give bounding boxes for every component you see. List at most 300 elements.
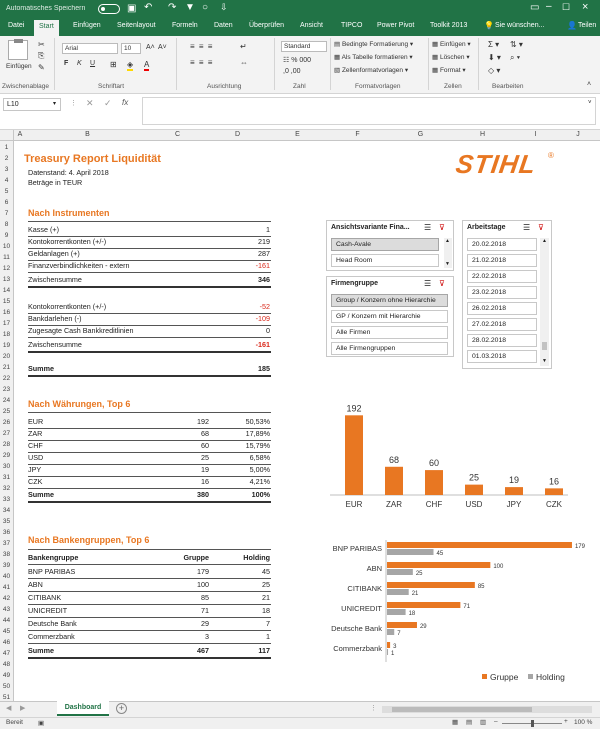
currency-share: 5,00%	[249, 465, 270, 474]
row-header[interactable]: 44	[2, 617, 11, 624]
slicer-item-head-room[interactable]: Head Room	[331, 254, 439, 267]
tab-daten[interactable]: Daten	[214, 22, 233, 29]
legend-swatch-holding	[528, 674, 533, 679]
delete-cells-label: Löschen	[439, 54, 465, 61]
column-header[interactable]: I	[534, 131, 537, 138]
instrument-label: Geldanlagen (+)	[28, 249, 80, 258]
bar-chf	[425, 470, 443, 495]
data-label: 71	[463, 604, 471, 610]
bank-holding-value: 18	[262, 606, 270, 615]
slicer-scrollbar[interactable]	[444, 238, 452, 268]
zoom-slider[interactable]	[502, 723, 562, 724]
shrink-font-icon[interactable]: A˅	[158, 44, 167, 51]
row-header[interactable]: 30	[2, 463, 11, 470]
category-label: BNP PARIBAS	[332, 544, 382, 553]
row-header[interactable]: 50	[2, 683, 11, 690]
row-header[interactable]: 21	[2, 364, 11, 371]
divider	[28, 351, 271, 353]
cut-icon[interactable]: ✂	[38, 40, 45, 49]
bar-holding	[387, 589, 409, 595]
data-label: 29	[419, 624, 427, 630]
row-header[interactable]: 2	[4, 155, 9, 162]
row-header[interactable]: 13	[2, 276, 11, 283]
slicer-company-group	[326, 276, 454, 357]
row-header[interactable]: 38	[2, 551, 11, 558]
row-header[interactable]: 41	[2, 584, 11, 591]
bank-group-value: 179	[197, 567, 209, 576]
minimize-icon[interactable]: –	[546, 1, 552, 12]
category-label: CZK	[546, 500, 562, 509]
scroll-thumb[interactable]	[542, 342, 547, 350]
sort-filter-icon[interactable]: ⇅ ▾	[510, 40, 523, 49]
italic-icon[interactable]: K	[77, 60, 82, 67]
data-label: 192	[346, 403, 362, 414]
row-header[interactable]: 27	[2, 430, 11, 437]
clear-filter-icon[interactable]: ⊽	[439, 279, 445, 288]
currency-code: EUR	[28, 417, 44, 426]
tab-start[interactable]: Start	[34, 20, 59, 36]
data-label: 21	[411, 591, 419, 597]
row-header[interactable]: 31	[2, 474, 11, 481]
page-break-icon[interactable]: ▥	[480, 719, 487, 726]
autosum-icon[interactable]: Σ ▾	[488, 40, 500, 49]
collapse-ribbon-icon[interactable]: ˄	[587, 81, 592, 88]
divider	[28, 604, 271, 605]
bank-holding-value: 21	[262, 593, 270, 602]
data-label: 100	[493, 564, 504, 570]
underline-icon[interactable]: U	[90, 60, 96, 67]
row-header[interactable]: 20	[2, 353, 11, 360]
separator	[428, 38, 429, 90]
select-all-corner[interactable]	[0, 130, 14, 141]
status-ready: Bereit	[6, 719, 23, 726]
bank-group-value: 29	[201, 619, 209, 628]
zoom-in-icon[interactable]: +	[564, 718, 568, 725]
row-header[interactable]: 10	[2, 243, 11, 250]
tab-ansicht[interactable]: Ansicht	[300, 22, 323, 29]
instrument-value: -52	[259, 302, 270, 311]
scroll-up-icon[interactable]: ▲	[542, 238, 547, 244]
column-header[interactable]: F	[355, 131, 360, 138]
bar-holding	[387, 609, 406, 615]
currency-amount: 192	[197, 417, 209, 426]
slicer-scrollbar[interactable]	[540, 238, 549, 366]
slicer-item-date[interactable]: 28.02.2018	[467, 334, 537, 347]
formula-input[interactable]	[142, 97, 596, 125]
row-header[interactable]: 36	[2, 529, 11, 536]
total-label: Summe	[28, 646, 54, 655]
category-label: ABN	[366, 564, 382, 573]
slicer-working-days	[462, 220, 552, 369]
divider	[28, 549, 271, 550]
total-value: 467	[197, 646, 209, 655]
paste-icon[interactable]	[8, 40, 28, 60]
data-label: 3	[393, 644, 397, 650]
column-header[interactable]: H	[479, 131, 486, 138]
report-title: Treasury Report Liquidität	[24, 153, 161, 165]
row-header[interactable]: 22	[2, 375, 11, 382]
row-header[interactable]: 46	[2, 639, 11, 646]
category-label: ZAR	[386, 500, 402, 509]
group-label-editing: Bearbeiten	[492, 83, 524, 90]
instrument-value: 219	[258, 237, 270, 246]
row-header[interactable]: 34	[2, 507, 11, 514]
toggle-knob	[101, 7, 105, 11]
bank-header-group: Gruppe	[183, 553, 209, 562]
separator	[176, 38, 177, 90]
redo-icon[interactable]: ↷	[168, 2, 177, 13]
slicer-item-all-groups[interactable]: Alle Firmengruppen	[331, 342, 448, 355]
divider	[28, 488, 271, 489]
group-label-cells: Zellen	[444, 83, 462, 90]
total-value: 380	[197, 490, 209, 499]
page-layout-icon[interactable]: ▤	[466, 719, 473, 726]
close-icon[interactable]: ×	[582, 1, 589, 13]
undo-icon[interactable]: ↶	[144, 2, 153, 13]
bar-holding	[387, 629, 394, 635]
tell-me-search[interactable]: Sie wünschen...	[495, 22, 545, 29]
worksheet[interactable]	[14, 141, 600, 701]
scroll-tabs-right-icon[interactable]: ▶	[20, 705, 26, 712]
bar-gruppe	[387, 542, 572, 548]
data-label: 1	[391, 651, 395, 657]
report-date: Datenstand: 4. April 2018	[28, 168, 109, 177]
sheet-tab-bar	[0, 701, 600, 717]
align-top-icons[interactable]: ≡ ≡ ≡	[190, 42, 214, 51]
total-holding: 117	[258, 646, 270, 655]
slicer-item-date[interactable]: 21.02.2018	[467, 254, 537, 267]
instrument-label: Zugesagte Cash Bankkreditlinien	[28, 326, 134, 335]
font-name-select[interactable]: Arial	[62, 43, 118, 54]
insert-cells-button[interactable]: ▦ Einfügen ▾	[432, 41, 471, 48]
name-box[interactable]: L10	[3, 98, 61, 111]
bar-gruppe	[387, 582, 475, 588]
macro-record-icon[interactable]: ▣	[38, 720, 45, 727]
divider	[28, 501, 271, 503]
row-header[interactable]: 42	[2, 595, 11, 602]
category-label: USD	[465, 500, 483, 509]
number-format-select[interactable]: Standard	[281, 41, 327, 52]
bank-group-bar-chart	[304, 538, 585, 686]
group-label-alignment: Ausrichtung	[207, 83, 242, 90]
currency-code: CHF	[28, 441, 43, 450]
row-header[interactable]: 49	[2, 672, 11, 679]
row-header[interactable]: 17	[2, 320, 11, 327]
currency-code: CZK	[28, 477, 43, 486]
separator	[274, 38, 275, 90]
clear-filter-icon[interactable]: ⊽	[538, 223, 544, 232]
clear-filter-icon[interactable]: ⊽	[439, 223, 445, 232]
instrument-label: Kontokorrentkonten (+/-)	[28, 237, 107, 246]
row-header[interactable]: 40	[2, 573, 11, 580]
autosave-toggle[interactable]	[98, 4, 120, 14]
total-label: Summe	[28, 490, 54, 499]
bank-group-value: 100	[197, 580, 209, 589]
subtotal-label: Zwischensumme	[28, 275, 82, 284]
merge-icon[interactable]: ⇔	[240, 58, 248, 67]
row-header[interactable]: 24	[2, 397, 11, 404]
normal-view-icon[interactable]: ▦	[452, 719, 459, 726]
lightbulb-icon: 💡	[484, 21, 494, 30]
row-header[interactable]: 25	[2, 408, 11, 415]
row-headers	[0, 141, 14, 701]
report-unit: Beträge in TEUR	[28, 178, 83, 187]
cancel-icon[interactable]: ✕	[86, 98, 94, 108]
more-options-icon: ⋮	[70, 100, 77, 107]
bar-gruppe	[387, 642, 390, 648]
bank-name: BNP PARIBAS	[28, 567, 76, 576]
instrument-value: -109	[255, 314, 270, 323]
subtotal-label: Zwischensumme	[28, 340, 82, 349]
legend-swatch-gruppe	[482, 674, 487, 679]
row-header[interactable]: 19	[2, 342, 11, 349]
slicer-item-date[interactable]: 22.02.2018	[467, 270, 537, 283]
row-header[interactable]: 16	[2, 309, 11, 316]
column-headers	[0, 130, 600, 141]
currency-amount: 25	[201, 453, 209, 462]
row-header[interactable]: 1	[4, 144, 9, 151]
tab-tipco[interactable]: TIPCO	[341, 22, 363, 29]
find-select-icon[interactable]: ⌕ ▾	[510, 53, 521, 62]
add-sheet-icon[interactable]: +	[116, 703, 127, 714]
instrument-value: 287	[258, 249, 270, 258]
row-header[interactable]: 33	[2, 496, 11, 503]
grow-font-icon[interactable]: A˄	[146, 44, 155, 51]
logo-registered: ®	[548, 151, 554, 160]
category-label: Commerzbank	[333, 644, 382, 653]
scroll-thumb[interactable]	[392, 707, 532, 712]
row-header[interactable]: 11	[3, 254, 10, 261]
instrument-value: 0	[266, 326, 270, 335]
bar-usd	[465, 485, 483, 495]
column-header[interactable]: C	[174, 131, 181, 138]
row-header[interactable]: 5	[4, 188, 9, 195]
total-share: 100%	[251, 490, 270, 499]
format-cells-button[interactable]: ▦ Format ▾	[432, 67, 466, 74]
fill-color-icon[interactable]: ◈	[127, 60, 134, 69]
maximize-icon[interactable]: ☐	[562, 2, 571, 12]
divider	[28, 617, 271, 618]
tabs-more-icon[interactable]: ⋮	[370, 705, 377, 712]
column-header[interactable]: G	[417, 131, 424, 138]
filter-icon[interactable]: ▼	[185, 2, 195, 13]
data-label: 19	[508, 475, 520, 486]
total-label: Summe	[28, 364, 54, 373]
category-label: CITIBANK	[347, 584, 382, 593]
row-header[interactable]: 26	[2, 419, 11, 426]
bold-icon[interactable]: F	[64, 60, 69, 67]
bank-group-value: 71	[201, 606, 209, 615]
cell-styles-label: Zellenformatvorlagen	[341, 67, 404, 74]
slicer-item-all-firms[interactable]: Alle Firmen	[331, 326, 448, 339]
logo-text: STIHL	[453, 149, 539, 179]
row-header[interactable]: 3	[4, 166, 9, 173]
tab-power-pivot[interactable]: Power Pivot	[377, 22, 415, 29]
row-header[interactable]: 12	[2, 265, 11, 272]
group-label-number: Zahl	[293, 83, 306, 90]
slicer-item-date[interactable]: 26.02.2018	[467, 302, 537, 315]
data-label: 7	[397, 631, 401, 637]
multi-select-icon[interactable]: ☰	[424, 279, 432, 288]
row-header[interactable]: 47	[2, 650, 11, 657]
row-header[interactable]: 7	[4, 210, 9, 217]
fill-icon[interactable]: ⬇ ▾	[488, 53, 501, 62]
category-label: EUR	[345, 500, 363, 509]
bar-gruppe	[387, 622, 417, 628]
conditional-format-button[interactable]: ▤ Bedingte Formatierung ▾	[334, 41, 414, 48]
bank-name: Commerzbank	[28, 632, 75, 641]
slicer-item-group-with-hierarchy[interactable]: GP / Konzern mit Hierarchie	[331, 310, 448, 323]
column-header[interactable]: J	[576, 131, 580, 138]
row-header[interactable]: 35	[2, 518, 11, 525]
column-header[interactable]: A	[17, 131, 23, 138]
paste-button[interactable]: Einfügen	[6, 63, 32, 70]
slicer-item-date[interactable]: 20.02.2018	[467, 238, 537, 251]
tab-formeln[interactable]: Formeln	[172, 22, 198, 29]
scroll-down-icon[interactable]: ▼	[445, 261, 450, 267]
legend-label-holding: Holding	[536, 672, 565, 682]
save-icon[interactable]: ▣	[127, 3, 137, 14]
bank-header-holding: Holding	[243, 553, 270, 562]
clear-icon[interactable]: ◇ ▾	[488, 66, 501, 75]
currency-icon[interactable]: ☷ % 000	[283, 57, 312, 64]
currency-amount: 19	[201, 465, 209, 474]
row-header[interactable]: 14	[2, 287, 11, 294]
data-label: 179	[574, 544, 585, 550]
slicer-item-group-no-hierarchy[interactable]: Group / Konzern ohne Hierarchie	[331, 294, 448, 307]
section-banks-title: Nach Bankengruppen, Top 6	[28, 535, 150, 545]
bank-name: ABN	[28, 580, 43, 589]
cell-styles-button[interactable]: ▧ Zellenformatvorlagen ▾	[334, 67, 409, 74]
zoom-level[interactable]: 100 %	[574, 719, 593, 726]
name-box-dropdown-icon[interactable]: ▾	[53, 101, 57, 107]
instrument-value: -161	[255, 261, 270, 270]
currency-code: USD	[28, 453, 44, 462]
column-header[interactable]: B	[85, 131, 90, 138]
enter-icon[interactable]: ✓	[104, 98, 112, 108]
subtotal-value: -161	[255, 340, 270, 349]
wrap-text-icon[interactable]: ↵	[240, 42, 247, 51]
row-header[interactable]: 8	[4, 221, 9, 228]
divider	[28, 286, 271, 288]
scroll-tabs-left-icon[interactable]: ◀	[6, 705, 12, 712]
slicer-item-date[interactable]: 23.02.2018	[467, 286, 537, 299]
stihl-logo	[453, 149, 556, 181]
tab-einfuegen[interactable]: Einfügen	[73, 22, 101, 29]
column-header[interactable]: E	[295, 131, 300, 138]
tab-ueberpruefen[interactable]: Überprüfen	[249, 22, 285, 29]
font-color-icon[interactable]: A	[144, 60, 150, 69]
slicer-item-cash-avale[interactable]: Cash-Avale	[331, 238, 439, 251]
tab-datei[interactable]: Datei	[8, 22, 25, 29]
data-label: 85	[477, 584, 485, 590]
row-header[interactable]: 28	[2, 441, 11, 448]
currency-bar-chart	[326, 396, 572, 518]
row-header[interactable]: 39	[2, 562, 11, 569]
insert-function-icon[interactable]: fx	[122, 98, 129, 107]
multi-select-icon[interactable]: ☰	[523, 223, 531, 232]
copy-icon[interactable]: ⎘	[38, 51, 45, 60]
data-label: 18	[408, 611, 416, 617]
row-header[interactable]: 37	[2, 540, 11, 547]
bank-name: Deutsche Bank	[28, 619, 77, 628]
data-label: 25	[415, 571, 423, 577]
delete-cells-button[interactable]: ▦ Löschen ▾	[432, 54, 470, 61]
circle-icon[interactable]: ○	[202, 2, 209, 13]
instrument-value: 1	[266, 225, 270, 234]
decimal-icons[interactable]: ,0 ,00	[283, 68, 301, 75]
column-header[interactable]: D	[234, 131, 241, 138]
divider	[28, 578, 271, 579]
format-as-table-button[interactable]: ▦ Als Tabelle formatieren ▾	[334, 54, 413, 61]
bar-jpy	[505, 487, 523, 495]
bank-group-value: 3	[205, 632, 209, 641]
divider	[28, 643, 271, 644]
divider	[28, 221, 271, 222]
row-header[interactable]: 18	[2, 331, 11, 338]
row-header[interactable]: 4	[4, 177, 9, 184]
sheet-tab-dashboard[interactable]: Dashboard	[57, 701, 109, 716]
row-header[interactable]: 9	[4, 232, 9, 239]
row-header[interactable]: 15	[2, 298, 11, 305]
data-label: 68	[388, 454, 400, 465]
slicer-item-date[interactable]: 01.03.2018	[467, 350, 537, 363]
divider	[28, 591, 271, 592]
zoom-slider-thumb[interactable]	[531, 720, 534, 727]
scroll-down-icon[interactable]: ▼	[542, 358, 547, 364]
divider	[28, 375, 271, 377]
insert-cells-label: Einfügen	[439, 41, 466, 48]
bank-holding-value: 1	[266, 632, 270, 641]
scroll-up-icon[interactable]: ▲	[445, 238, 450, 244]
conditional-format-label: Bedingte Formatierung	[341, 41, 409, 48]
align-left-icons[interactable]: ≡ ≡ ≡	[190, 58, 214, 67]
bar-gruppe	[387, 602, 460, 608]
ribbon-display-icon[interactable]: ▭	[530, 2, 540, 13]
expand-formula-icon[interactable]: ˅	[588, 100, 592, 106]
currency-share: 6,58%	[249, 453, 270, 462]
qat-more-icon[interactable]: ⇩	[220, 2, 228, 12]
bank-holding-value: 7	[266, 619, 270, 628]
divider	[28, 337, 271, 338]
row-header[interactable]: 51	[2, 694, 11, 701]
row-header[interactable]: 45	[2, 628, 11, 635]
slicer-view-variant	[326, 220, 454, 271]
row-header[interactable]: 43	[2, 606, 11, 613]
font-size-select[interactable]: 10	[121, 43, 141, 54]
data-label: 16	[548, 476, 560, 487]
tab-toolkit[interactable]: Toolkit 2013	[430, 22, 468, 29]
row-header[interactable]: 6	[4, 199, 9, 206]
horizontal-scrollbar[interactable]	[382, 706, 592, 713]
multi-select-icon[interactable]: ☰	[424, 223, 432, 232]
row-header[interactable]: 29	[2, 452, 11, 459]
row-header[interactable]: 48	[2, 661, 11, 668]
slicer-item-date[interactable]: 27.02.2018	[467, 318, 537, 331]
data-label: 25	[468, 472, 480, 483]
category-label: UNICREDIT	[341, 604, 382, 613]
tab-seitenlayout[interactable]: Seitenlayout	[117, 22, 156, 29]
zoom-out-icon[interactable]: –	[494, 718, 498, 725]
row-header[interactable]: 23	[2, 386, 11, 393]
share-button[interactable]: Teilen	[578, 22, 597, 29]
divider	[28, 564, 271, 565]
format-painter-icon[interactable]: ✎	[38, 63, 45, 72]
ribbon	[0, 36, 600, 94]
currency-code: ZAR	[28, 429, 43, 438]
row-header[interactable]: 32	[2, 485, 11, 492]
borders-icon[interactable]: ⊞	[110, 60, 117, 69]
